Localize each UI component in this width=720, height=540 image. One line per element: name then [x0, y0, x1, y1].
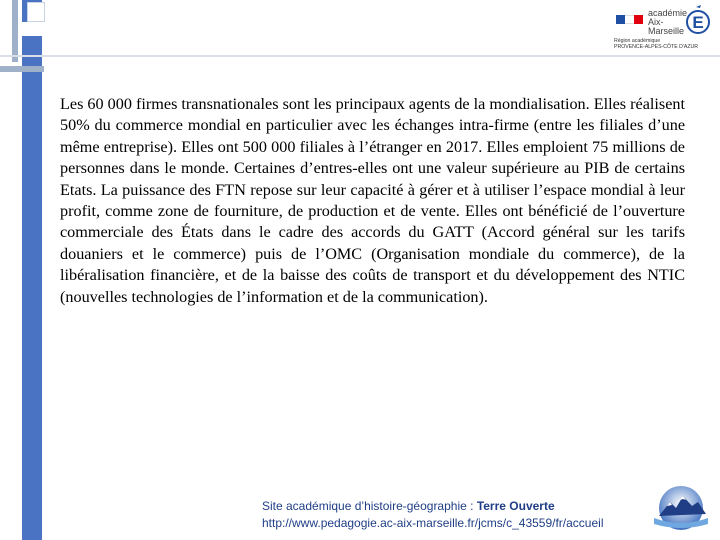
footer-url-link[interactable]: http://www.pedagogie.ac-aix-marseille.fr/jcms/c_43559/fr/accueil	[262, 516, 604, 530]
footer-site-prefix: Site académique d’histoire-géographie :	[262, 499, 477, 513]
frame-square	[27, 2, 45, 22]
academie-logo	[612, 5, 712, 53]
logo-academie-text: académie Aix-Marseille	[648, 8, 688, 36]
academie-e-icon	[686, 5, 710, 35]
french-flag-icon	[616, 15, 643, 24]
svg-text:E: E	[692, 13, 704, 32]
frame-horizontal-line	[0, 55, 720, 57]
frame-vertical-bar	[22, 0, 42, 540]
footer-site-name: Terre Ouverte	[476, 499, 555, 513]
footer	[262, 498, 603, 532]
logo-region-text: Région académique PROVENCE-ALPES-CÔTE D'AZUR	[614, 38, 699, 50]
main-paragraph: Les 60 000 firmes transnationales sont les principaux agents de la mondialisation. Elles réalisent 50% du commerce mondial en particulier avec les échanges intra-firme (entre les filiales d’une même entreprise). Elles ont 500 000 filiales à l’étranger en 2017. Elles emploient 75 millions de personnes dans le monde. Certaines d’entres-elles ont une valeur supérieure au PIB de certains Etats. La puissance des FTN repose sur leur capacité à gérer et à utiliser l’espace mondial à leur profit, comme zone de fourniture, de production et de vente. Elles ont bénéficié de l’ouverture commerciale des États dans le cadre des accords du GATT (Accord général sur les tarifs douaniers et le commerce) puis de l’OMC (Organisation mondiale du commerce), de la libéralisation financière, et de la baisse des coûts de transport et du développement des NTIC (nouvelles technologies de l’information et de la communication).	[60, 95, 685, 306]
terre-ouverte-mountain-icon	[650, 482, 712, 532]
frame-horizontal-accent	[0, 66, 44, 72]
footer-site-line	[262, 498, 603, 515]
frame-cutout	[22, 22, 42, 36]
frame-vertical-accent	[12, 0, 18, 62]
